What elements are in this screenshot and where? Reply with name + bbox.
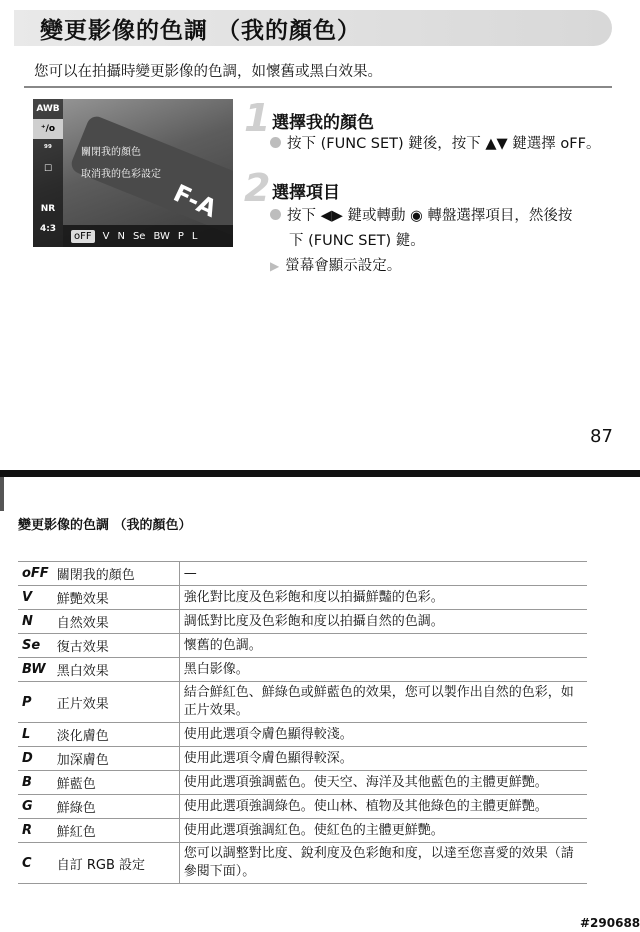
table-row xyxy=(18,819,587,843)
mycolor-icon: R xyxy=(18,819,53,843)
option-name: 黑白效果 xyxy=(53,658,180,682)
option-name: 自然效果 xyxy=(53,610,180,634)
plane-marking: F-A xyxy=(169,178,222,224)
side-icon: ☐ xyxy=(43,164,53,174)
option-name: 復古效果 xyxy=(53,634,180,658)
table-row xyxy=(18,843,587,884)
option-description: 強化對比度及色彩飽和度以拍攝鮮豔的色彩。 xyxy=(179,586,587,610)
margin-mark xyxy=(0,477,4,511)
table-row xyxy=(18,723,587,747)
page-subtitle: 您可以在拍攝時變更影像的色調，如懷舊或黑白效果。 xyxy=(34,64,382,80)
option-description: 使用此選項強調紅色。使紅色的主體更鮮艷。 xyxy=(179,819,587,843)
option-name: 鮮藍色 xyxy=(53,771,180,795)
bullet-dot-icon xyxy=(270,209,281,220)
mycolor-icon: C xyxy=(18,843,53,884)
option-name: 正片效果 xyxy=(53,682,180,723)
step-number: 2 xyxy=(244,166,271,210)
table-row xyxy=(18,795,587,819)
divider-line xyxy=(24,86,612,88)
option-description: 黑白影像。 xyxy=(179,658,587,682)
camera-menu-label: 關閉我的顏色 xyxy=(81,147,141,158)
table-row xyxy=(18,586,587,610)
option-description: 結合鮮紅色、鮮綠色或鮮藍色的效果，您可以製作出自然的色彩，如正片效果。 xyxy=(179,682,587,723)
option-name: 鮮紅色 xyxy=(53,819,180,843)
camera-screen-image xyxy=(33,99,233,247)
page-separator xyxy=(0,470,640,477)
mycolor-icon: BW xyxy=(153,230,170,242)
section-title: 變更影像的色調 （我的顏色） xyxy=(18,518,192,533)
side-icon xyxy=(33,179,63,199)
step-instruction: 按下 (FUNC SET) 鍵後，按下 ▲▼ 鍵選擇 ᴏFF。 xyxy=(270,132,610,157)
mycolor-icon: Se xyxy=(132,230,146,242)
option-name: 關閉我的顏色 xyxy=(53,562,180,586)
table-row xyxy=(18,658,587,682)
side-icon: AWB xyxy=(36,104,60,114)
option-description: 您可以調整對比度、銳利度及色彩飽和度，以達至您喜愛的效果（請參閱下面）。 xyxy=(179,843,587,884)
mycolor-icon: G xyxy=(18,795,53,819)
mycolor-icon: ᴏFF xyxy=(71,230,95,243)
side-icon: ⁺/ᴏ xyxy=(33,119,63,139)
step-heading: 選擇我的顏色 xyxy=(272,113,374,133)
option-name: 鮮艷效果 xyxy=(53,586,180,610)
mycolor-icon: BW xyxy=(18,658,53,682)
mycolor-icon: L xyxy=(18,723,53,747)
mycolor-icon: Se xyxy=(18,634,53,658)
step-number: 1 xyxy=(244,96,271,140)
option-description: 使用此選項令膚色顯得較淺。 xyxy=(179,723,587,747)
side-icon: NR xyxy=(40,204,56,214)
mycolor-icon: N xyxy=(18,610,53,634)
camera-bottom-bar xyxy=(63,225,233,247)
step-heading: 選擇項目 xyxy=(272,183,340,203)
mycolor-icon: L xyxy=(191,230,198,242)
mycolor-icon: ᴏFF xyxy=(18,562,53,586)
triangle-pointer-icon: ▶ xyxy=(270,259,280,273)
step-result: ▶ 螢幕會顯示設定。 xyxy=(270,258,402,274)
option-description: 使用此選項令膚色顯得較深。 xyxy=(179,747,587,771)
table-row xyxy=(18,562,587,586)
option-description: — xyxy=(179,562,587,586)
option-description: 使用此選項強調綠色。使山林、植物及其他綠色的主體更鮮艷。 xyxy=(179,795,587,819)
camera-menu-label: 取消我的色彩設定 xyxy=(81,169,161,180)
page-title: 變更影像的色調 （我的顏色） xyxy=(40,18,362,44)
page-number: 87 xyxy=(590,426,613,447)
option-description: 調低對比度及色彩飽和度以拍攝自然的色調。 xyxy=(179,610,587,634)
option-description: 使用此選項強調藍色。使天空、海洋及其他藍色的主體更鮮艷。 xyxy=(179,771,587,795)
mycolor-icon: B xyxy=(18,771,53,795)
table-row xyxy=(18,747,587,771)
camera-side-menu xyxy=(33,99,63,247)
side-icon: ⁹⁹ xyxy=(44,144,52,154)
mycolor-icon: N xyxy=(117,230,125,242)
table-row xyxy=(18,610,587,634)
watermark: #290688 xyxy=(580,916,640,930)
option-name: 自訂 RGB 設定 xyxy=(53,843,180,884)
table-row xyxy=(18,634,587,658)
mycolor-icon: V xyxy=(102,230,110,242)
mycolor-icon: D xyxy=(18,747,53,771)
step-instruction: 按下 ◀▶ 鍵或轉動 ◉ 轉盤選擇項目，然後按 下 (FUNC SET) 鍵。 xyxy=(270,204,615,254)
option-description: 懷舊的色調。 xyxy=(179,634,587,658)
mycolor-icon: P xyxy=(18,682,53,723)
option-name: 淡化膚色 xyxy=(53,723,180,747)
mycolor-icon: V xyxy=(18,586,53,610)
table-row xyxy=(18,771,587,795)
option-name: 加深膚色 xyxy=(53,747,180,771)
side-icon: 4:3 xyxy=(39,224,57,234)
table-row xyxy=(18,682,587,723)
mycolor-icon: P xyxy=(177,230,184,242)
bullet-dot-icon xyxy=(270,137,281,148)
option-name: 鮮綠色 xyxy=(53,795,180,819)
mycolors-table xyxy=(18,561,587,884)
